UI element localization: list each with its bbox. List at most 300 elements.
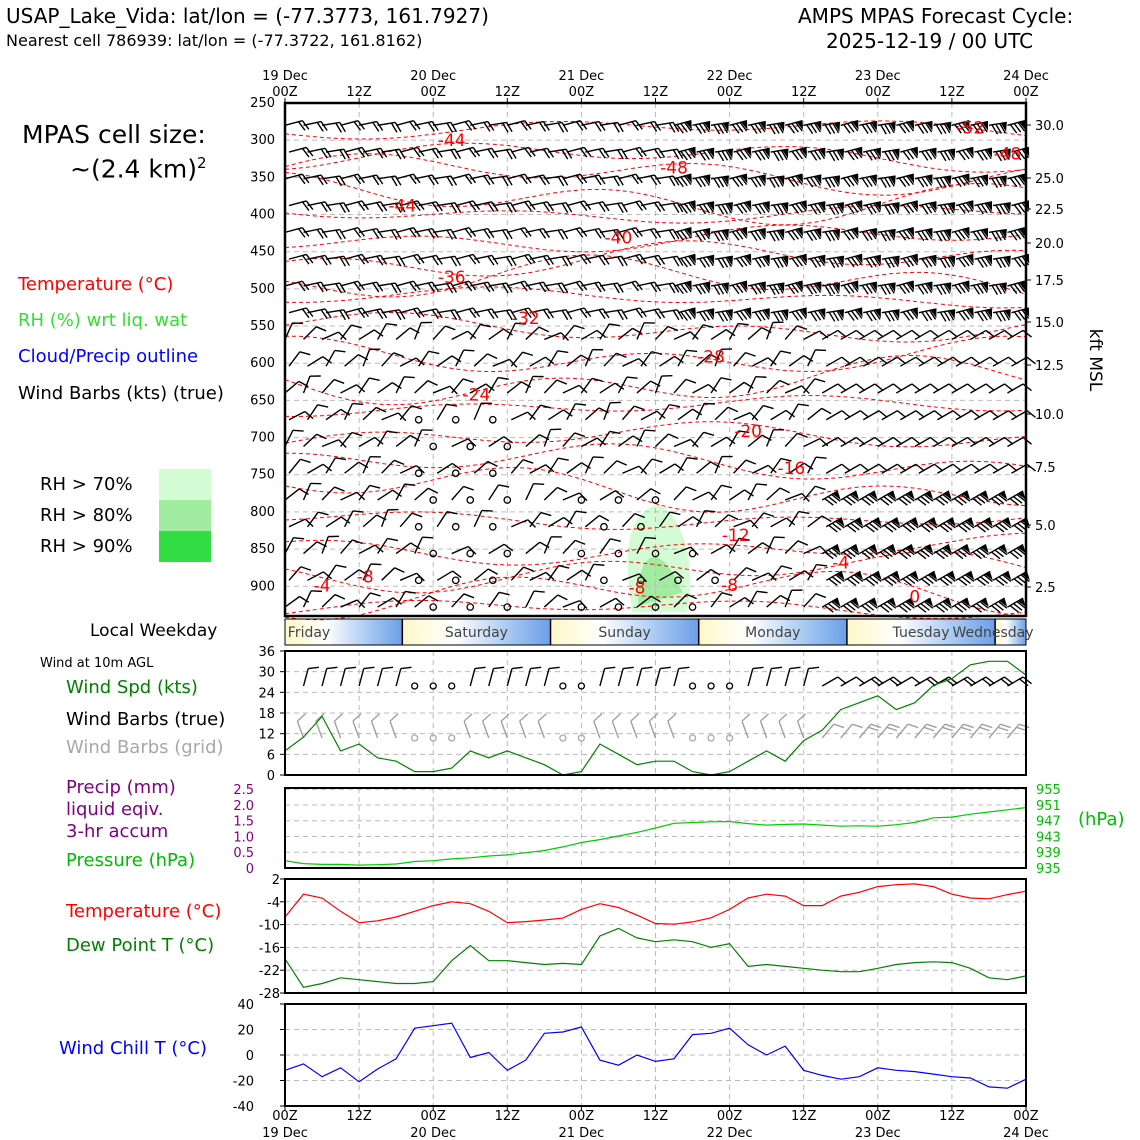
wind-barb <box>359 375 380 399</box>
wind-barb <box>648 714 665 738</box>
bottom-hour-label: 00Z <box>1013 1109 1039 1124</box>
wind-barb <box>563 599 587 616</box>
precip-tick-label: 1.5 <box>233 814 254 830</box>
bottom-hour-label: 00Z <box>272 1109 298 1124</box>
wind-barb <box>289 410 313 429</box>
wind-barb <box>345 200 369 215</box>
kft-tick-label: 12.5 <box>1035 359 1064 374</box>
cell-size-exponent: 2 <box>197 154 207 172</box>
wind-barb <box>1011 518 1032 536</box>
wind-barb <box>956 518 977 536</box>
wind-barb <box>789 308 809 322</box>
wind-barb <box>363 346 380 370</box>
pressure-tick-label: 250 <box>250 96 275 111</box>
wind-barb <box>563 384 587 402</box>
calm-marker <box>467 550 473 556</box>
wind-barb <box>841 721 863 744</box>
wind-barb <box>604 350 626 373</box>
wind-barb <box>711 283 730 296</box>
wind-barb <box>1007 435 1031 455</box>
wind-barb <box>622 146 646 161</box>
calm-marker <box>415 470 421 476</box>
wind-barb <box>378 320 397 344</box>
wind-barb <box>544 592 567 614</box>
wind-barb <box>415 319 432 343</box>
wind-barb <box>567 200 591 215</box>
wind-barb <box>752 309 772 323</box>
wind-barb <box>734 201 754 215</box>
weekday-name: Saturday <box>444 625 508 641</box>
top-date-label: 24 Dec <box>1003 69 1049 84</box>
wind-barb <box>808 202 828 216</box>
wind-barb <box>511 200 535 215</box>
wind-barb <box>452 545 476 563</box>
wind-barb <box>974 518 995 536</box>
wind-barb <box>822 721 844 744</box>
precip-tick-label: 0 <box>245 862 254 877</box>
top-date-label: 20 Dec <box>410 69 457 84</box>
wind-barb <box>822 491 843 509</box>
wind-barb <box>622 403 644 426</box>
wind-barb <box>896 121 916 135</box>
wind-barb <box>660 401 680 425</box>
wind-barb <box>715 203 734 216</box>
temperature-contour-label: -36 <box>437 267 466 288</box>
wind-barb <box>919 202 939 216</box>
wind-barb <box>289 349 310 373</box>
wind-barb <box>563 491 587 509</box>
calm-marker <box>490 470 496 476</box>
wind-barb <box>915 721 937 744</box>
legend-rh80-swatch <box>159 500 211 531</box>
wind-barb <box>789 201 809 215</box>
wind-barb <box>622 357 646 375</box>
wind-barb <box>333 714 350 738</box>
legend-rh70-label: RH > 70% <box>40 474 133 495</box>
kft-tick-label: 20.0 <box>1035 237 1064 252</box>
pressure-tick-label: 943 <box>1036 830 1061 846</box>
wind-barb <box>500 714 517 738</box>
wind-barb <box>289 200 313 215</box>
bottom-hour-label: 00Z <box>865 1109 891 1124</box>
label-pressure-unit: (hPa) <box>1078 809 1125 830</box>
wind-barb <box>341 491 365 509</box>
temp-tick-label: 2 <box>271 873 280 888</box>
wind-barb <box>970 545 991 563</box>
wind-barb <box>341 173 365 188</box>
kft-tick-label: 15.0 <box>1035 316 1064 331</box>
wind-barb <box>345 253 369 268</box>
top-hour-label: 12Z <box>642 85 669 100</box>
wind-tick-label: 12 <box>258 727 275 743</box>
wind-barb <box>382 350 404 373</box>
chill-tick-label: 0 <box>245 1049 254 1064</box>
wind-barb <box>970 229 990 243</box>
temperature-contour-label: -52 <box>956 118 985 139</box>
wind-barb <box>748 480 767 504</box>
wind-tick-label: 6 <box>266 748 275 764</box>
wind-barb <box>752 202 772 216</box>
pressure-tick-label: 450 <box>250 244 275 260</box>
wind-barb <box>526 373 544 397</box>
wind-barb <box>1011 409 1035 429</box>
wind-barb <box>952 721 974 744</box>
wind-tick-label: 24 <box>258 686 275 702</box>
chill-tick-label: 20 <box>237 1023 254 1039</box>
bottom-date-label: 21 Dec <box>558 1126 605 1140</box>
wind-barb <box>900 147 920 161</box>
top-hour-label: 12Z <box>494 85 521 100</box>
wind-barb <box>1007 328 1031 348</box>
temperature-contour-label: 0 <box>909 587 921 608</box>
wind-barb <box>600 428 620 452</box>
wind-barb <box>785 281 805 295</box>
wind-barb <box>285 280 309 295</box>
wind-barb <box>622 465 646 483</box>
wind-barb <box>752 510 774 533</box>
wind-barb <box>937 256 956 269</box>
wind-barb <box>822 598 843 616</box>
pressure-tick-label: 700 <box>250 430 275 446</box>
calm-marker <box>453 524 459 530</box>
wind-barb <box>511 253 535 268</box>
wind-barb <box>826 256 845 269</box>
wind-barb <box>785 121 805 135</box>
wind-barb <box>526 665 541 689</box>
wind-barb <box>1011 462 1035 482</box>
wind-barb <box>882 310 901 323</box>
wind-barb <box>600 536 621 560</box>
top-hour-label: 12Z <box>790 85 817 100</box>
wind-barb <box>618 280 642 295</box>
wind-barb <box>863 309 883 323</box>
label-precip-3: 3-hr accum <box>66 821 169 842</box>
wind-barb <box>322 438 346 456</box>
wind-barb <box>993 518 1014 536</box>
wind-barb <box>326 347 345 371</box>
wind-barb <box>771 203 790 216</box>
label-barbs-grid: Wind Barbs (grid) <box>66 737 224 758</box>
pressure-tick-label: 600 <box>250 356 275 372</box>
wind-barb <box>637 665 652 689</box>
wind-barb <box>785 323 807 346</box>
pressure-tick-label: 350 <box>250 170 275 186</box>
label-windchill: Wind Chill T (°C) <box>59 1038 207 1059</box>
wind-barb <box>767 485 790 507</box>
wind-barb <box>734 254 754 268</box>
wind-barb <box>1007 228 1027 242</box>
wind-barb <box>759 714 776 738</box>
cycle-title-line2: 2025-12-19 / 00 UTC <box>826 29 1034 53</box>
wind-barb <box>660 354 684 374</box>
wind-barb <box>382 506 399 530</box>
wind-barb <box>674 330 698 348</box>
bottom-hour-label: 00Z <box>568 1109 595 1124</box>
wind-tick-label: 0 <box>266 769 275 784</box>
wind-barb <box>933 122 952 135</box>
chill-tick-label: 40 <box>237 998 254 1013</box>
wind-barb <box>518 714 535 738</box>
wind-barb <box>637 319 655 343</box>
wind-barb <box>767 122 786 135</box>
wind-barb <box>285 319 303 343</box>
wind-barb <box>470 665 485 689</box>
bottom-hour-label: 12Z <box>642 1109 669 1124</box>
wind-barb <box>785 538 808 561</box>
wind-barb <box>974 148 994 162</box>
wind-barb <box>693 122 713 136</box>
wind-barb <box>730 121 750 135</box>
wind-barb <box>900 518 921 536</box>
wind-barb <box>841 121 861 135</box>
wind-barb <box>456 200 480 215</box>
wind-barb <box>567 400 586 424</box>
kft-tick-label: 2.5 <box>1035 581 1056 596</box>
weekday-name: Monday <box>745 625 801 641</box>
wind-barb <box>1007 675 1031 695</box>
label-wind-spd: Wind Spd (kts) <box>66 677 198 698</box>
wind-barb <box>822 122 841 135</box>
calm-marker <box>467 443 473 449</box>
wind-barb <box>826 149 845 162</box>
temp-tick-label: -28 <box>258 987 280 1002</box>
wind-barb <box>767 230 786 243</box>
wind-barb <box>970 491 991 509</box>
wind-barb <box>359 590 380 613</box>
wind-barb <box>859 229 879 243</box>
wind-barb <box>933 491 954 509</box>
wind-barb <box>808 255 828 269</box>
wind-barb <box>808 309 828 323</box>
wind-barb <box>919 255 939 269</box>
wind-barb <box>507 120 531 135</box>
wind-barb <box>1007 382 1031 402</box>
label-precip-1: Precip (mm) <box>66 777 176 798</box>
wind-barb <box>544 377 566 400</box>
wind-barb <box>637 427 655 451</box>
wind-barb <box>841 491 862 509</box>
wind-barb <box>359 543 383 562</box>
wind-barb <box>771 310 790 323</box>
wind-barb <box>937 310 956 323</box>
calm-marker <box>453 470 459 476</box>
top-hour-label: 12Z <box>346 85 372 100</box>
top-date-label: 23 Dec <box>854 69 901 84</box>
temperature-contour <box>285 422 1026 447</box>
wind-barb <box>785 587 802 611</box>
wind-barb <box>489 482 509 506</box>
wind-barb <box>289 456 311 479</box>
wind-barb <box>711 375 731 399</box>
wind-barb <box>785 384 809 402</box>
label-barbs-true: Wind Barbs (true) <box>66 709 226 730</box>
wind-barb <box>993 310 1012 323</box>
wind-barb <box>452 227 476 242</box>
wind-barb <box>600 321 620 345</box>
cell-size-line1: MPAS cell size: <box>22 120 206 149</box>
wind-barb <box>974 255 994 269</box>
wind-barb <box>530 402 551 426</box>
wind-barb <box>489 542 513 562</box>
pressure-tick-label: 550 <box>250 319 275 335</box>
wind-barb <box>544 665 559 689</box>
wind-barb <box>715 310 734 323</box>
wind-barb <box>752 255 772 269</box>
wind-barb <box>285 120 309 135</box>
wind-barb <box>415 378 438 400</box>
wind-barb <box>697 507 716 531</box>
wind-barb <box>289 253 313 268</box>
surface-calm-marker <box>708 683 714 689</box>
wind-barb <box>308 462 332 482</box>
surface-calm-marker <box>449 683 455 689</box>
wind-barb <box>896 174 916 188</box>
wind-barb <box>878 491 899 509</box>
wind-barb <box>544 331 568 349</box>
wind-barb <box>1011 254 1031 268</box>
wind-barb <box>667 714 684 738</box>
wind-barb <box>748 282 768 296</box>
wind-barb <box>304 324 327 347</box>
wind-barb <box>592 714 609 738</box>
wind-barb <box>804 282 824 296</box>
wind-barb <box>896 491 917 509</box>
top-date-label: 22 Dec <box>706 69 753 84</box>
wind-barb <box>711 176 730 189</box>
calm-marker <box>415 417 421 423</box>
bottom-date-label: 19 Dec <box>262 1126 308 1140</box>
temp-tick-label: -22 <box>258 964 280 980</box>
wind-barb <box>915 122 935 136</box>
wind-barb <box>530 463 554 482</box>
wind-barb <box>785 665 800 689</box>
calm-marker <box>467 604 473 610</box>
wind-barb <box>697 255 717 269</box>
wind-barb <box>419 348 440 372</box>
wind-barb <box>822 176 841 189</box>
wind-barb <box>730 595 754 615</box>
wind-barb <box>993 256 1012 269</box>
wind-barb <box>767 533 785 557</box>
wind-tick-label: 36 <box>258 645 275 660</box>
wind-barb <box>693 322 714 346</box>
wind-barb <box>396 227 420 242</box>
wind-barb <box>826 203 845 216</box>
wind-barb <box>878 598 899 616</box>
calm-marker <box>689 550 695 556</box>
wind-barb <box>974 202 994 216</box>
wind-barb <box>845 254 865 268</box>
kft-tick-label: 17.5 <box>1035 274 1064 289</box>
cycle-title-line1: AMPS MPAS Forecast Cycle: <box>798 4 1074 28</box>
wind-barb <box>974 309 994 323</box>
wind-barb <box>900 308 920 322</box>
wind-barb <box>452 437 476 455</box>
wind-barb <box>289 517 313 535</box>
wind-barb <box>878 721 900 744</box>
bottom-date-label: 23 Dec <box>854 1126 901 1140</box>
wind-barb <box>341 120 365 135</box>
wind-barb <box>993 203 1012 216</box>
legend-rh70-swatch <box>159 469 211 500</box>
grid-calm-marker <box>560 735 566 741</box>
wind-barb <box>796 714 813 738</box>
wind-barb <box>359 435 383 455</box>
wind-barb <box>548 515 572 535</box>
wind-barb <box>622 200 646 215</box>
precip-tick-label: 2.5 <box>233 783 254 799</box>
wind-barb <box>956 201 976 215</box>
wind-barb <box>767 283 786 296</box>
wind-barb <box>878 230 897 243</box>
legend-barbs: Wind Barbs (kts) (true) <box>18 383 224 404</box>
wind-barb <box>544 485 567 507</box>
wind-barb <box>363 405 386 427</box>
legend-rh90-swatch <box>159 531 211 562</box>
wind-tick-label: 30 <box>258 665 275 681</box>
top-hour-label: 00Z <box>568 85 595 100</box>
wind-barb <box>378 535 398 559</box>
wind-barb <box>437 461 461 481</box>
wind-barb <box>693 229 713 243</box>
wind-barb <box>289 146 313 161</box>
top-date-label: 19 Dec <box>262 69 308 84</box>
label-pressure: Pressure (hPa) <box>66 850 196 871</box>
legend-temperature: Temperature (°C) <box>18 274 174 295</box>
surface-calm-marker <box>412 683 418 689</box>
wind-barb <box>363 453 381 477</box>
precip-tick-label: 0.5 <box>233 846 254 862</box>
bottom-date-label: 22 Dec <box>706 1126 753 1140</box>
wind-barb <box>548 347 568 371</box>
wind-barb <box>693 282 713 296</box>
wind-barb <box>674 665 689 689</box>
calm-marker <box>415 577 421 583</box>
top-hour-label: 00Z <box>420 85 446 100</box>
wind-barb <box>285 427 304 451</box>
label-precip-2: liquid eqiv. <box>66 799 164 820</box>
weekday-name: Sunday <box>598 625 651 641</box>
wind-barb <box>530 355 554 375</box>
wind-barb <box>730 320 749 344</box>
wind-barb <box>507 227 531 242</box>
wind-barb <box>882 518 903 536</box>
wind-barb <box>952 598 973 616</box>
wind-barb <box>845 147 865 161</box>
wind-barb <box>308 355 332 375</box>
wind-barb <box>785 174 805 188</box>
wind-barb <box>808 148 828 162</box>
legend-rh80-label: RH > 80% <box>40 505 133 526</box>
wind-barb <box>804 665 819 689</box>
wind-barb <box>1007 174 1027 188</box>
calm-marker <box>490 524 496 530</box>
wind-barb <box>600 596 624 615</box>
wind-barb <box>285 534 304 558</box>
cell-size-value: ~(2.4 km) <box>70 154 197 184</box>
temperature-contour-label: -28 <box>697 347 725 368</box>
wind-barb <box>715 149 734 162</box>
bottom-hour-label: 12Z <box>790 1109 817 1124</box>
wind-barb <box>915 491 936 509</box>
label-temperature: Temperature (°C) <box>66 901 222 922</box>
wind-barb <box>878 176 897 189</box>
wind-barb <box>433 323 455 346</box>
wind-barb <box>359 665 374 689</box>
wind-barb <box>804 437 828 456</box>
wind-barb <box>804 175 824 189</box>
wind-barb <box>600 381 624 401</box>
